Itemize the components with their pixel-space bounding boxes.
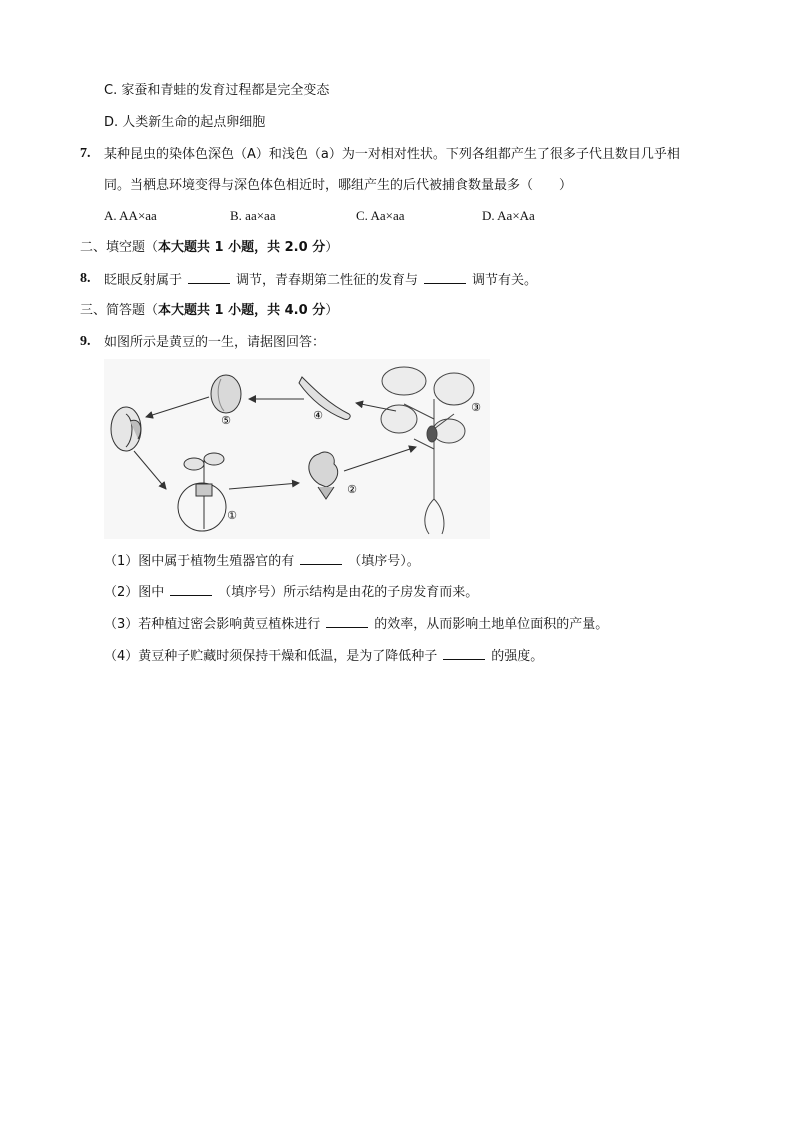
- section-3-heading: [80, 302, 338, 320]
- section-3-suffix: ）: [325, 303, 339, 318]
- option-7a[interactable]: A. AA×aa: [104, 208, 157, 223]
- section-3-bold: 本大题共 1 小题，共 4.0 分: [158, 303, 326, 318]
- section-2-bold: 本大题共 1 小题，共 2.0 分: [158, 240, 326, 255]
- lifecycle-diagram: [104, 359, 490, 539]
- question-8-text: [104, 271, 537, 290]
- sub-question-1: [104, 552, 420, 571]
- figure-label-2: ②: [347, 484, 357, 496]
- sub-question-1-b: （填序号）。: [348, 554, 420, 569]
- sub-question-4: [104, 647, 543, 666]
- seed-drawing: [211, 375, 241, 413]
- sub-question-4-b: 的强度。: [491, 649, 544, 664]
- question-7-line1: 某种昆虫的染体色深色（A）和浅色（a）为一对相对性状。下列各组都产生了很多子代且数目几乎相: [104, 147, 680, 162]
- question-7-number: 7.: [80, 146, 91, 161]
- option-7c[interactable]: C. Aa×aa: [356, 208, 405, 223]
- question-7-line2: 同。当栖息环境变得与深色体色相近时，哪组产生的后代被捕食数量最多（ ）: [104, 178, 573, 193]
- question-8-number: 8.: [80, 271, 91, 286]
- sub-question-3-a: （3）若种植过密会影响黄豆植株进行: [104, 617, 321, 632]
- question-8-part3: 调节有关。: [472, 273, 538, 288]
- answer-blank[interactable]: [188, 271, 230, 284]
- option-6d: D. 人类新生命的起点卵细胞: [104, 115, 266, 130]
- sub-question-2-a: （2）图中: [104, 585, 165, 600]
- germinating-seed-drawing: [111, 407, 141, 451]
- section-2-prefix: 二、填空题（: [80, 240, 159, 255]
- figure-label-3: ③: [471, 402, 481, 414]
- sub-question-4-a: （4）黄豆种子贮藏时须保持干燥和低温，是为了降低种子: [104, 649, 438, 664]
- answer-blank[interactable]: [170, 583, 212, 596]
- sub-question-2: [104, 583, 478, 602]
- option-7b[interactable]: B. aa×aa: [230, 208, 276, 223]
- answer-blank[interactable]: [326, 615, 368, 628]
- question-9-stem: 如图所示是黄豆的一生，请据图回答：: [104, 335, 326, 350]
- sub-question-3: [104, 615, 608, 634]
- question-8-part2: 调节，青春期第二性征的发育与: [236, 273, 419, 288]
- answer-blank[interactable]: [443, 647, 485, 660]
- sub-question-2-b: （填序号）所示结构是由花的子房发育而来。: [218, 585, 479, 600]
- question-9-number: 9.: [80, 334, 91, 349]
- section-2-heading: [80, 239, 338, 257]
- option-6c: C. 家蚕和青蛙的发育过程都是完全变态: [104, 83, 330, 98]
- soybean-lifecycle-figure: [104, 359, 490, 539]
- figure-label-4: ④: [313, 410, 323, 422]
- answer-blank[interactable]: [300, 552, 342, 565]
- section-3-prefix: 三、简答题（: [80, 303, 159, 318]
- option-7d[interactable]: D. Aa×Aa: [482, 208, 535, 223]
- sub-question-1-a: （1）图中属于植物生殖器官的有: [104, 554, 295, 569]
- figure-label-5: ⑤: [221, 415, 231, 427]
- sub-question-3-b: 的效率，从而影响土地单位面积的产量。: [374, 617, 609, 632]
- figure-label-1: ①: [227, 510, 237, 522]
- question-8-part1: 眨眼反射属于: [104, 273, 183, 288]
- section-2-suffix: ）: [325, 240, 339, 255]
- answer-blank[interactable]: [424, 271, 466, 284]
